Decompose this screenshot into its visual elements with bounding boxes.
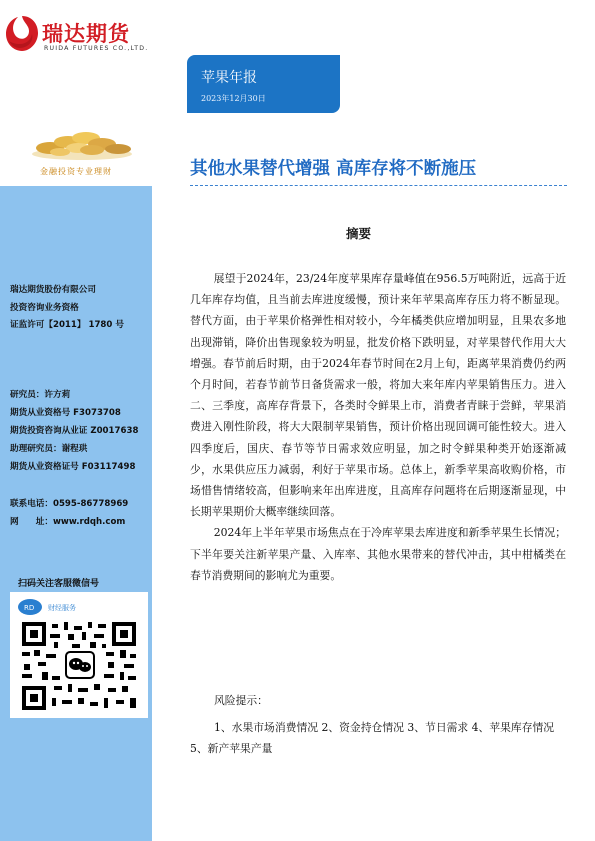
abstract-heading: 摘要 bbox=[346, 226, 372, 241]
analyst-line: 期货从业资格号 F3073708 bbox=[10, 408, 121, 418]
page-title: 其他水果替代增强 高库存将不断施压 bbox=[190, 159, 477, 179]
qr-brand-label: 财经服务 bbox=[48, 604, 76, 612]
report-type: 苹果年报 bbox=[201, 70, 257, 86]
analyst-line: 期货投资咨询从业证 Z0017638 bbox=[10, 426, 139, 436]
qr-code-icon bbox=[20, 620, 138, 712]
report-date: 2023年12月30日 bbox=[201, 94, 266, 103]
analyst-line: 助理研究员：谢程珙 bbox=[10, 444, 88, 454]
risk-label: 风险提示： bbox=[214, 694, 268, 707]
contact-website[interactable]: 网 址：www.rdqh.com bbox=[10, 517, 126, 527]
risk-section bbox=[190, 690, 566, 759]
company-name-en: RUIDA FUTURES CO.,LTD. bbox=[44, 45, 149, 52]
contact-phone: 联系电话：0595-86778969 bbox=[10, 499, 129, 509]
abstract-body bbox=[190, 268, 566, 586]
analyst-line: 研究员：许方莉 bbox=[10, 390, 71, 400]
coin-banner bbox=[0, 110, 152, 180]
qr-label: 扫码关注客服微信号 bbox=[18, 579, 100, 589]
title-divider bbox=[190, 185, 567, 186]
company-name: 瑞达期货 bbox=[42, 22, 130, 46]
slogan: 金融投资专业理财 bbox=[40, 167, 112, 176]
ruida-logo-icon bbox=[4, 14, 40, 54]
risk-items: 1、水果市场消费情况 2、资金持仓情况 3、节日需求 4、苹果库存情况 5、新产苹果产量 bbox=[190, 721, 555, 755]
qr-code-card[interactable] bbox=[10, 592, 148, 718]
abstract-paragraph: 展望于2024年，23/24年度苹果库存量峰值在956.5万吨附近，远高于近几年库存均值，且当前去库进度缓慢，预计来年苹果高库存压力将不断显现。替代方面，由于苹果价格弹性相对较小，今年橘类供应增加明显，且果农多地出现滞销，降价出售现象较为明显，批发价格下跌明显，对苹果替代作用大大增强。春节前后时期，由于2024年春节时间在2月上旬，距离苹果消费仍约两个月时间，若春节前节日备货需求一般，将加大来年库内苹果销售压力。进入二、三季度，高库存背景下，各类时令鲜果上市，消费者青睐于尝鲜，苹果消费进入刚性阶段，将大大限制苹果销售，预计价格出现回调可能性较大。进入四季度后，国庆、春节等节日需求效应明显，加之时令鲜果种类开始逐渐减少，水果供应压力减弱，利好于苹果市场。总体上，新季苹果高收购价格，市场惜售情绪较高，但影响来年出库进度，且高库存问题将在后期逐渐显现，中长期苹果期价大概率继续回落。 bbox=[190, 272, 566, 519]
analyst-line: 期货从业资格证号 F03117498 bbox=[10, 462, 136, 472]
company-line: 瑞达期货股份有限公司 bbox=[10, 285, 96, 295]
company-line: 证监许可【2011】 1780 号 bbox=[10, 320, 124, 330]
svg-text:RD: RD bbox=[24, 604, 35, 612]
report-type-box bbox=[187, 55, 340, 113]
brand-badge-icon bbox=[16, 598, 136, 616]
gold-coins-icon bbox=[30, 122, 135, 162]
company-logo bbox=[4, 12, 174, 56]
abstract-paragraph: 2024年上半年苹果市场焦点在于冷库苹果去库进度和新季苹果生长情况；下半年要关注新苹果产量、入库率、其他水果带来的替代冲击，其中柑橘类在春节消费期间的影响尤为重要。 bbox=[190, 526, 566, 582]
company-line: 投资咨询业务资格 bbox=[10, 303, 79, 313]
